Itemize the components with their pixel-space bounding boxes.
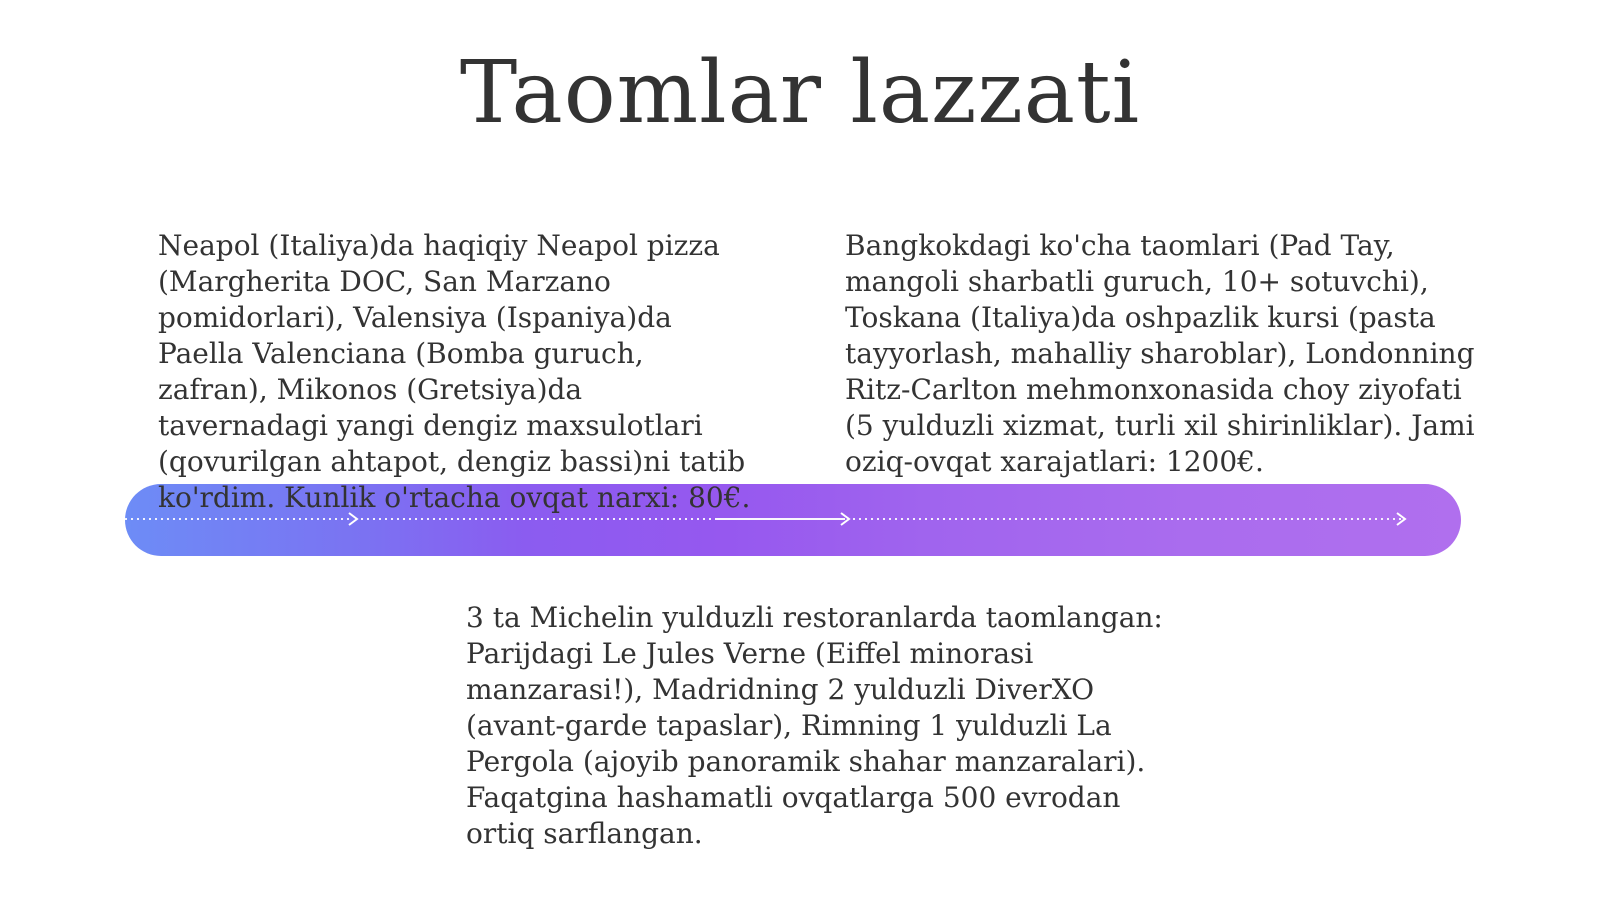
slide-title: Taomlar lazzati (459, 43, 1141, 143)
text-block-right: Bangkokdagi ko'cha taomlari (Pad Tay, mangoli sharbatli guruch, 10+ sotuvchi), Toskana (Italiya)da oshpazlik kursi (pasta tayyorlash, mahalliy sharoblar), Londonning Ritz-Carlton mehmonxonasida choy ziyofati (5 yulduzli xizmat, turli xil shirinliklar). Jami oziq-ovqat xarajatlari: 1200€. (845, 229, 1475, 478)
text-block-left: Neapol (Italiya)da haqiqiy Neapol pizza (Margherita DOC, San Marzano pomidorlari), Valensiya (Ispaniya)da Paella Valenciana (Bomba guruch, zafran), Mikonos (Gretsiya)da tavernadagi yangi dengiz maxsulotlari (qovurilgan ahtapot, dengiz bassi)ni tatib ko'rdim. Kunlik o'rtacha ovqat narxi: 80€. (158, 229, 751, 514)
text-block-bottom: 3 ta Michelin yulduzli restoranlarda taomlangan: Parijdagi Le Jules Verne (Eiffel minorasi manzarasi!), Madridning 2 yulduzli DiverXO (avant-garde tapaslar), Rimning 1 yulduzli La Pergola (ajoyib panoramik shahar manzaralari). Faqatgina hashamatli ovqatlarga 500 evrodan ortiq sarflangan. (466, 601, 1163, 850)
